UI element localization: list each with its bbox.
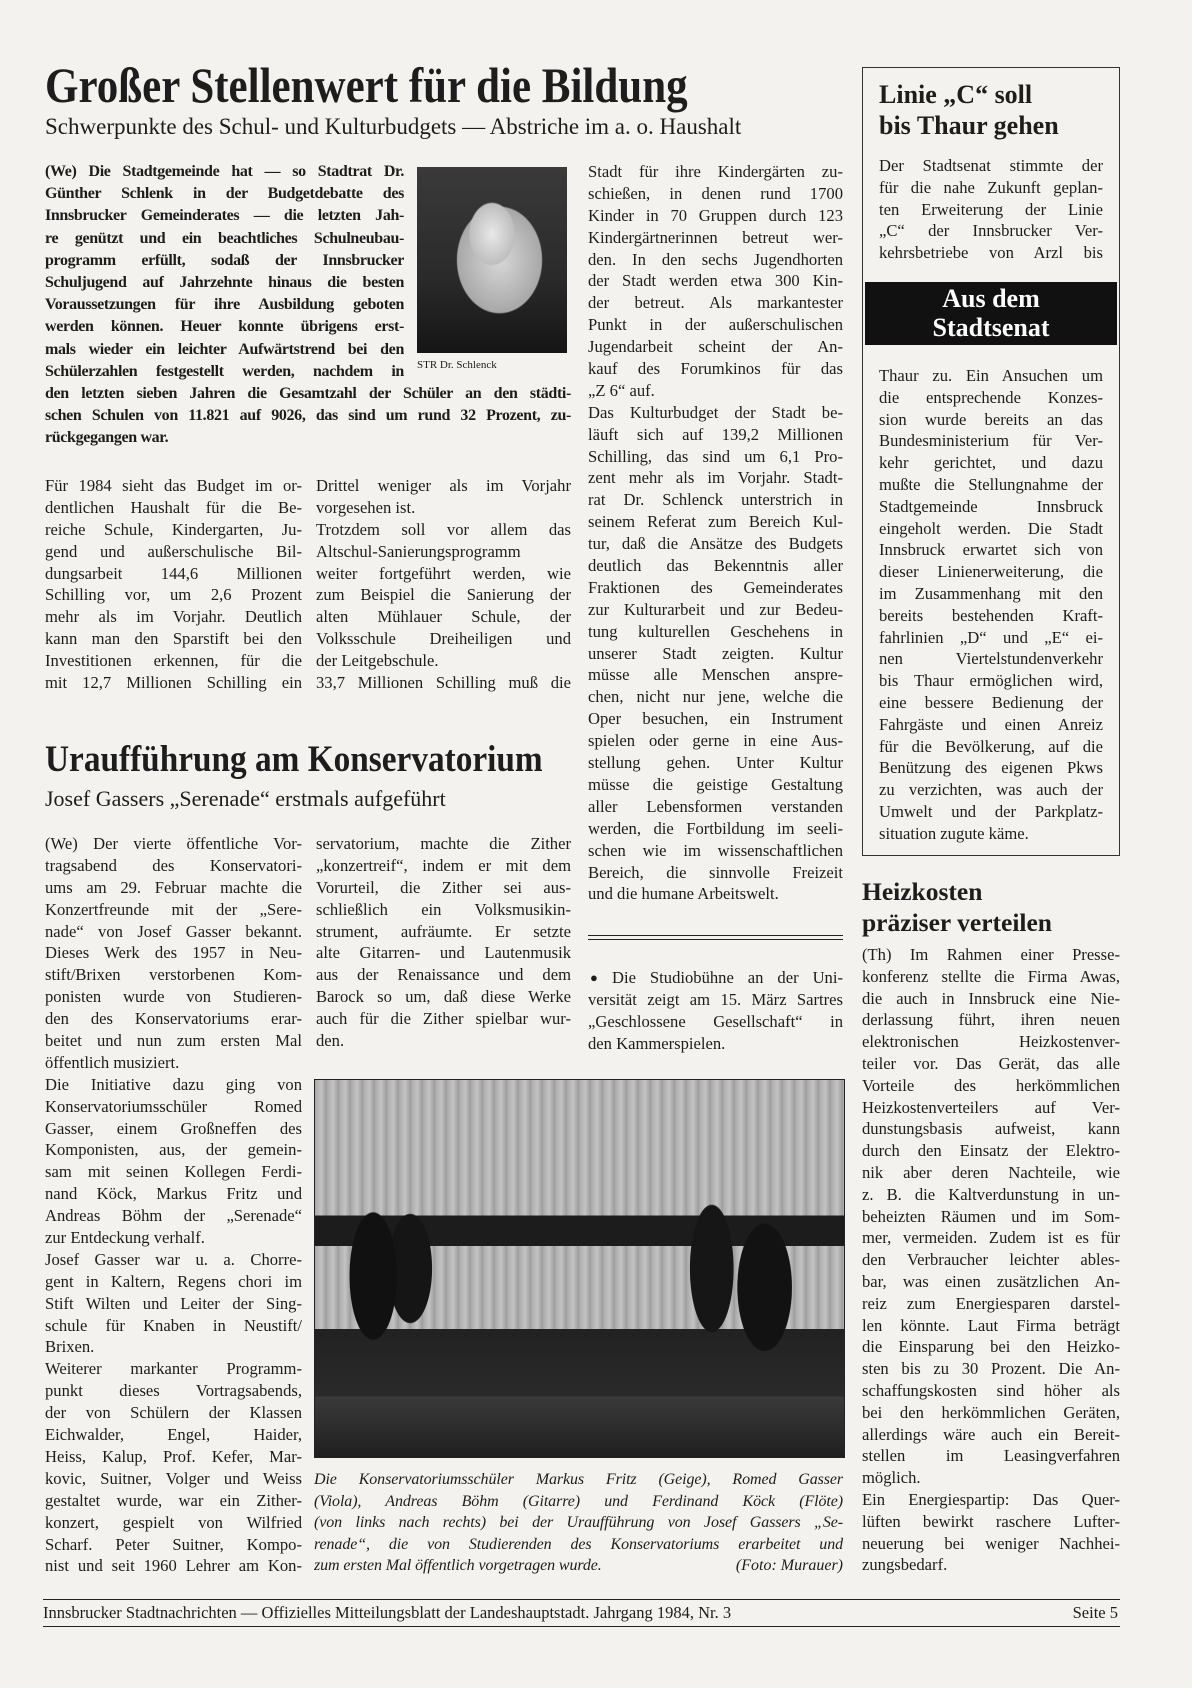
text-line: gestaltet wurde, war ein Zither- [45,1490,302,1510]
text-line: Komponisten, aus, der gemein- [45,1140,302,1160]
text-line: kehr gerichtet, und dazu [879,453,1103,473]
sidebox-text-top [879,155,1103,264]
text-line: Stift Wilten und Leiter der Sing- [45,1293,302,1313]
concert-photo [314,1079,845,1458]
text-line: den. In den sechs Jugendhorten [588,249,843,269]
text-line: mußte die Stellungnahme der [879,474,1103,494]
text-line: sam mit seinen Kollegen Ferdi- [45,1162,302,1182]
text-line: renade“, die von Studierenden des Konservatoriums erarbeitet und [314,1535,843,1553]
sidebox-text-bottom [879,365,1103,845]
text-line: derlassung führt, ihren neuen [862,1010,1120,1030]
text-line: zungsbedarf. [862,1555,948,1575]
text-line: Kindergärtnerinnen betreut wer- [588,227,843,247]
text-line: beitet und nun zum ersten Mal [45,1031,302,1051]
text-line: reiz zum Energiesparen darstel- [862,1293,1120,1313]
text-line: Die Konservatoriumsschüler Markus Fritz (Geige), Romed Gasser [314,1471,843,1488]
text-line: mit 12,7 Millionen Schilling ein [45,673,302,693]
text-line: 33,7 Millionen Schilling muß die [316,673,571,693]
photo-credit: (Foto: Murauer) [735,1557,843,1574]
text-line: chen, nicht nur jene, welche die [588,687,843,707]
text-line: servatorium, machte die Zither [316,834,571,853]
text-line: aller Lebensformen verstanden [588,796,843,816]
footer-rule-bottom [43,1626,1120,1627]
text-line: den. [316,1031,345,1051]
text-line: deutlich das Bekenntnis aller [588,556,843,576]
text-line: Innsbruck erwartet sich von [879,540,1103,560]
text-line: aus der Renaissance und dem [316,965,571,985]
text-line: der Leitgebschule. [316,651,439,671]
text-line: schaffungskosten sind höher als [862,1380,1120,1400]
text-line: Jugendarbeit scheint der An- [588,337,843,357]
text-line: seinem Referat zum Bereich Kul- [588,512,843,532]
text-line: zum ersten Mal öffentlich vorgetragen wurde. [314,1557,602,1574]
text-line: Vorurteil, die Zither sei aus- [316,877,571,897]
article-lead-wide [45,383,571,450]
banner-line-2: Stadtsenat [932,313,1050,342]
text-line: Trotzdem soll vor allem das [316,519,571,539]
text-line: müsse alle Menschen anspre- [588,665,843,685]
text-line: Vorteile des herkömmlichen [862,1075,1120,1095]
sidebox-linie-c [862,67,1120,856]
text-line: „C“ der Innsbrucker Ver- [879,221,1103,241]
text-line: bei den herkömmlichen Geräten, [862,1402,1120,1422]
text-line: neuerung bei weniger Nachhei- [862,1533,1120,1553]
text-line: sion wurde bereits an das [879,409,1103,429]
heizkosten-headline-line-2: präziser verteilen [862,908,1052,937]
text-line: ponisten wurde von Studieren- [45,987,302,1007]
text-line: nist und seit 1960 Lehrer am Kon- [45,1556,302,1576]
bullet-icon: ● [590,970,598,985]
text-line: Kinder in 70 Gruppen durch 123 [588,205,843,225]
text-line: Schilling vor, um 2,6 Prozent [45,585,302,605]
sidebox-title-line-2: bis Thaur gehen [879,111,1059,140]
text-line: Schülerzahlen festgestellt werden, nachdem in [45,362,404,380]
text-line: Drittel weniger als im Vorjahr [316,476,571,495]
text-line: Stadtgemeinde Innsbruck [879,496,1103,516]
text-line: nen Viertelstundenverkehr [879,649,1103,669]
text-line: versität zeigt am 15. März Sartres [588,989,843,1009]
text-line: durch den Einsatz der Elektro- [862,1141,1120,1161]
text-line: Benützung des eigenen Pkws [879,758,1103,778]
text-line: Eichwalder, Engel, Haider, [45,1425,302,1445]
text-line: für die nahe Zukunft geplan- [879,177,1103,197]
text-line: Andreas Böhm der „Serenade“ [45,1206,302,1226]
text-line: strument, aufräumte. Er setzte [316,921,571,941]
article2-headline: Uraufführung am Konservatorium [45,739,543,780]
text-line: weiter fortgeführt werden, wie [316,563,571,583]
text-line: programm erfüllt, sodaß der Innsbrucker [45,251,404,269]
text-line: sten bis zu 30 Prozent. Die An- [862,1359,1120,1379]
text-line: unserer Stadt zeigten. Kultur [588,643,843,663]
article2-subheadline: Josef Gassers „Serenade“ erstmals aufgeführt [45,786,446,811]
text-line: Die Studiobühne an der Uni- [612,968,843,987]
footer-publication: Innsbrucker Stadtnachrichten — Offizielles Mitteilungsblatt der Landeshauptstadt. Jahrgang 1984, Nr. 3 [43,1603,732,1622]
text-line: den des Konservatoriums erar- [45,1009,302,1029]
text-line: der Stadt werden etwa 300 Kin- [588,271,843,291]
text-line: elektronischen Heizkostenver- [862,1032,1120,1052]
text-line: der von Schülern der Klassen [45,1403,302,1423]
portrait-photo [417,167,567,353]
text-line: im Zusammenhang mit den [879,583,1103,603]
text-line: die Einsparung bei den Heizko- [862,1337,1120,1357]
notice-studiobuehne [588,967,843,1055]
text-line: tur, daß die Ansätze des Budgets [588,534,843,554]
text-line: schließlich ein Volksmusikin- [316,899,571,919]
text-line: zur Kulturarbeit und zur Bedeu- [588,599,843,619]
text-line: gent in Kaltern, Regens chori im [45,1271,302,1291]
article1-column-2 [316,475,571,694]
text-line: möglich. [862,1468,921,1488]
article2-column-2 [316,833,571,1052]
text-line: nade“ von Josef Gasser bekannt. [45,921,302,941]
text-line: konferenz stellte die Firma Awas, [862,966,1120,986]
text-line: zent mehr als im Vorjahr. Stadt- [588,468,843,488]
text-line: lüften bewirkt raschere Lufter- [862,1511,1120,1531]
text-line: len könnte. Laut Firma beträgt [862,1315,1120,1335]
text-line: werden, die Fortbildung im seeli- [588,818,843,838]
text-line: re genützt und ein beachtliches Schulneubau- [45,229,404,247]
text-line: z. B. die Kaltverdunstung in un- [862,1184,1120,1204]
text-line: zum Beispiel die Sanierung der [316,585,571,605]
text-line: schen wie im wissenschaftlichen [588,840,843,860]
text-line: nik aber deren Nachteile, wie [862,1162,1120,1182]
text-line: werden können. Heuer konnte übrigens erst- [45,318,404,336]
text-line: den Kammerspielen. [588,1033,726,1053]
text-line: mer, vermeiden. Zudem ist es für [862,1228,1120,1248]
text-line: (We) Die Stadtgemeinde hat — so Stadtrat Dr. [45,163,404,180]
text-line: Ein Energiespartip: Das Quer- [862,1489,1120,1509]
text-line: stellung gehen. Unter Kultur [588,753,843,773]
article1-column-3 [588,161,843,905]
text-line: Bereich, die sinnvolle Freizeit [588,862,843,882]
text-line: fahrlinien „D“ und „E“ ei- [879,627,1103,647]
text-line: eine bessere Bedienung der [879,692,1103,712]
text-line: Heizkostenverteilers auf Ver- [862,1097,1120,1117]
text-line: zu verzichten, was auch der [879,780,1103,800]
text-line: Schuljugend auf Jahrzehnte hinaus die besten [45,273,404,291]
text-line: kehrsbetriebe von Arzl bis [879,243,1103,263]
text-line: dieser Linienerweiterung, die [879,562,1103,582]
text-line: schule für Knaben in Neustift/ [45,1315,302,1335]
text-line: stift/Brixen verstorbenen Kom- [45,965,302,985]
column-divider [588,935,843,936]
text-line: „konzertreif“, indem er mit dem [316,855,571,875]
text-line: „Geschlossene Gesellschaft“ in [588,1011,843,1031]
text-line: (Th) Im Rahmen einer Presse- [862,945,1120,964]
text-line: gend und außerschulische Bil- [45,541,302,561]
text-line: kovic, Suitner, Volger und Weiss [45,1468,302,1488]
text-line: dentlichen Haushalt für die Be- [45,497,302,517]
text-line: und die humane Arbeitswelt. [588,884,779,904]
text-line: konzert, gespielt von Wilfried [45,1512,302,1532]
text-line: Fahrgäste und einen Anreiz [879,714,1103,734]
text-line: (von links nach rechts) bei der Uraufführung von Josef Gassers „Se- [314,1514,843,1531]
text-line: stellen im Leasingverfahren [862,1446,1120,1466]
text-line: ten Erweiterung der Linie [879,199,1103,219]
text-line: Brixen. [45,1337,95,1357]
text-line: Umwelt und der Parkplatz- [879,801,1103,821]
text-line: Barock so um, daß diese Werke [316,987,571,1007]
footer-rule-top [43,1599,1120,1600]
text-line: Thaur zu. Ein Ansuchen um [879,366,1103,385]
text-line: dungsarbeit 144,6 Millionen [45,563,302,583]
text-line: alten Mühlauer Schule, der [316,607,571,627]
text-line: tragsabend des Konservatori- [45,855,302,875]
article-lead-narrow [45,161,404,383]
text-line: Für 1984 sieht das Budget im or- [45,476,302,495]
text-line: Stadt für ihre Kindergärten zu- [588,162,843,181]
text-line: tung kulturellen Geschehens in [588,621,843,641]
text-line: beheizten Räumen und im Som- [862,1206,1120,1226]
column-divider [588,939,843,940]
text-line: Das Kulturbudget der Stadt be- [588,402,843,422]
text-line: mehr als im Vorjahr. Deutlich [45,607,302,627]
text-line: müsse die geistige Gestaltung [588,774,843,794]
text-line: den letzten sieben Jahren die Gesamtzahl der Schüler an den städti- [45,385,571,402]
text-line: alte Gitarren- und Lautenmusik [316,943,571,963]
text-line: den Verbraucher leichter ables- [862,1250,1120,1270]
text-line: Punkt in der außerschulischen [588,315,843,335]
text-line: spielen oder gerne in eine Aus- [588,731,843,751]
text-line: kauf des Forumkinos für das [588,359,843,379]
text-line: schen Schulen von 11.821 auf 9026, das sind um rund 32 Prozent, zu- [45,407,571,425]
text-line: mals wieder ein leichter Aufwärtstrend bei den [45,340,404,358]
text-line: dunstungsbasis aufweist, kann [862,1119,1120,1139]
text-line: Der Stadtsenat stimmte der [879,156,1103,175]
text-line: situation zugute käme. [879,823,1029,843]
footer-page-number: Seite 5 [1072,1603,1118,1622]
text-line: punkt dieses Vortragsabends, [45,1381,302,1401]
text-line: für die Bevölkerung, auf die [879,736,1103,756]
text-line: eingeholt werden. Die Stadt [879,518,1103,538]
text-line: Volksschule Dreiheiligen und [316,629,571,649]
text-line: Die Initiative dazu ging von [45,1074,302,1094]
text-line: die entsprechende Konzes- [879,387,1103,407]
text-line: allerdings wäre auch ein Bereit- [862,1424,1120,1444]
text-line: reiche Schule, Kindergarten, Ju- [45,519,302,539]
banner-line-1: Aus dem [942,284,1040,313]
text-line: Scharf. Peter Suitner, Kompo- [45,1534,302,1554]
text-line: (Viola), Andreas Böhm (Gitarre) und Ferdinand Köck (Flöte) [314,1492,843,1510]
text-line: Altschul-Sanierungsprogramm [316,541,521,561]
text-line: (We) Der vierte öffentliche Vor- [45,834,302,853]
text-line: nand Köck, Markus Fritz und [45,1184,302,1204]
text-line: „Z 6“ auf. [588,380,655,400]
text-line: Investitionen erkennen, für die [45,651,302,671]
text-line: Gasser, einem Großneffen des [45,1118,302,1138]
text-line: Konservatoriumsschüler Romed [45,1096,302,1116]
text-line: Heiss, Kalup, Prof. Kefer, Mar- [45,1446,302,1466]
text-line: rückgegangen war. [45,429,169,447]
text-line: zur Entdeckung verhalf. [45,1228,205,1248]
article2-column-1 [45,833,302,1577]
portrait-caption: STR Dr. Schlenck [417,359,497,371]
text-line: Schilling, das sind um 6,1 Pro- [588,446,843,466]
text-line: Weiterer markanter Programm- [45,1359,302,1379]
text-line: ums am 29. Februar machte die [45,877,302,897]
article-subheadline: Schwerpunkte des Schul- und Kulturbudgets — Abstriche im a. o. Haushalt [45,114,742,139]
text-line: teiler vor. Das Gerät, das alle [862,1053,1120,1073]
text-line: öffentlich musiziert. [45,1052,180,1072]
heizkosten-body [862,944,1120,1576]
text-line: Voraussetzungen für ihre Ausbildung geboten [45,296,404,314]
sidebox-title-line-1: Linie „C“ soll [879,80,1033,109]
text-line: Günther Schlenk in der Budgetdebatte des [45,185,404,203]
heizkosten-headline-line-1: Heizkosten [862,877,983,906]
text-line: rat Dr. Schlenck unterstrich in [588,490,843,510]
sidebox-banner [865,282,1117,345]
text-line: bar, was einen zusätzlichen An- [862,1271,1120,1291]
text-line: bereits bestehenden Kraft- [879,605,1103,625]
article1-column-1 [45,475,302,694]
text-line: schießen, in denen rund 1700 [588,183,843,203]
text-line: Dieses Werk des 1957 in Neu- [45,943,302,963]
text-line: Innsbrucker Gemeinderates — die letzten Jah- [45,207,404,225]
text-line: Oper besuchen, ein Instrument [588,709,843,729]
text-line: auch für die Zither spielbar wur- [316,1009,571,1029]
text-line: Bundesministerium für Ver- [879,431,1103,451]
article-headline: Großer Stellenwert für die Bildung [45,57,688,113]
text-line: Konzertfreunde mit der „Sere- [45,899,302,919]
text-line: die auch in Innsbruck eine Nie- [862,988,1120,1008]
text-line: vorgesehen ist. [316,497,416,517]
text-line: läuft sich auf 139,2 Millionen [588,424,843,444]
text-line: Josef Gasser war u. a. Chorre- [45,1249,302,1269]
text-line: bis Thaur ermöglichen wird, [879,671,1103,691]
text-line: Fraktionen des Gemeinderates [588,577,843,597]
text-line: der betreut. Als markantester [588,293,843,313]
text-line: kann man den Sparstift bei den [45,629,302,649]
